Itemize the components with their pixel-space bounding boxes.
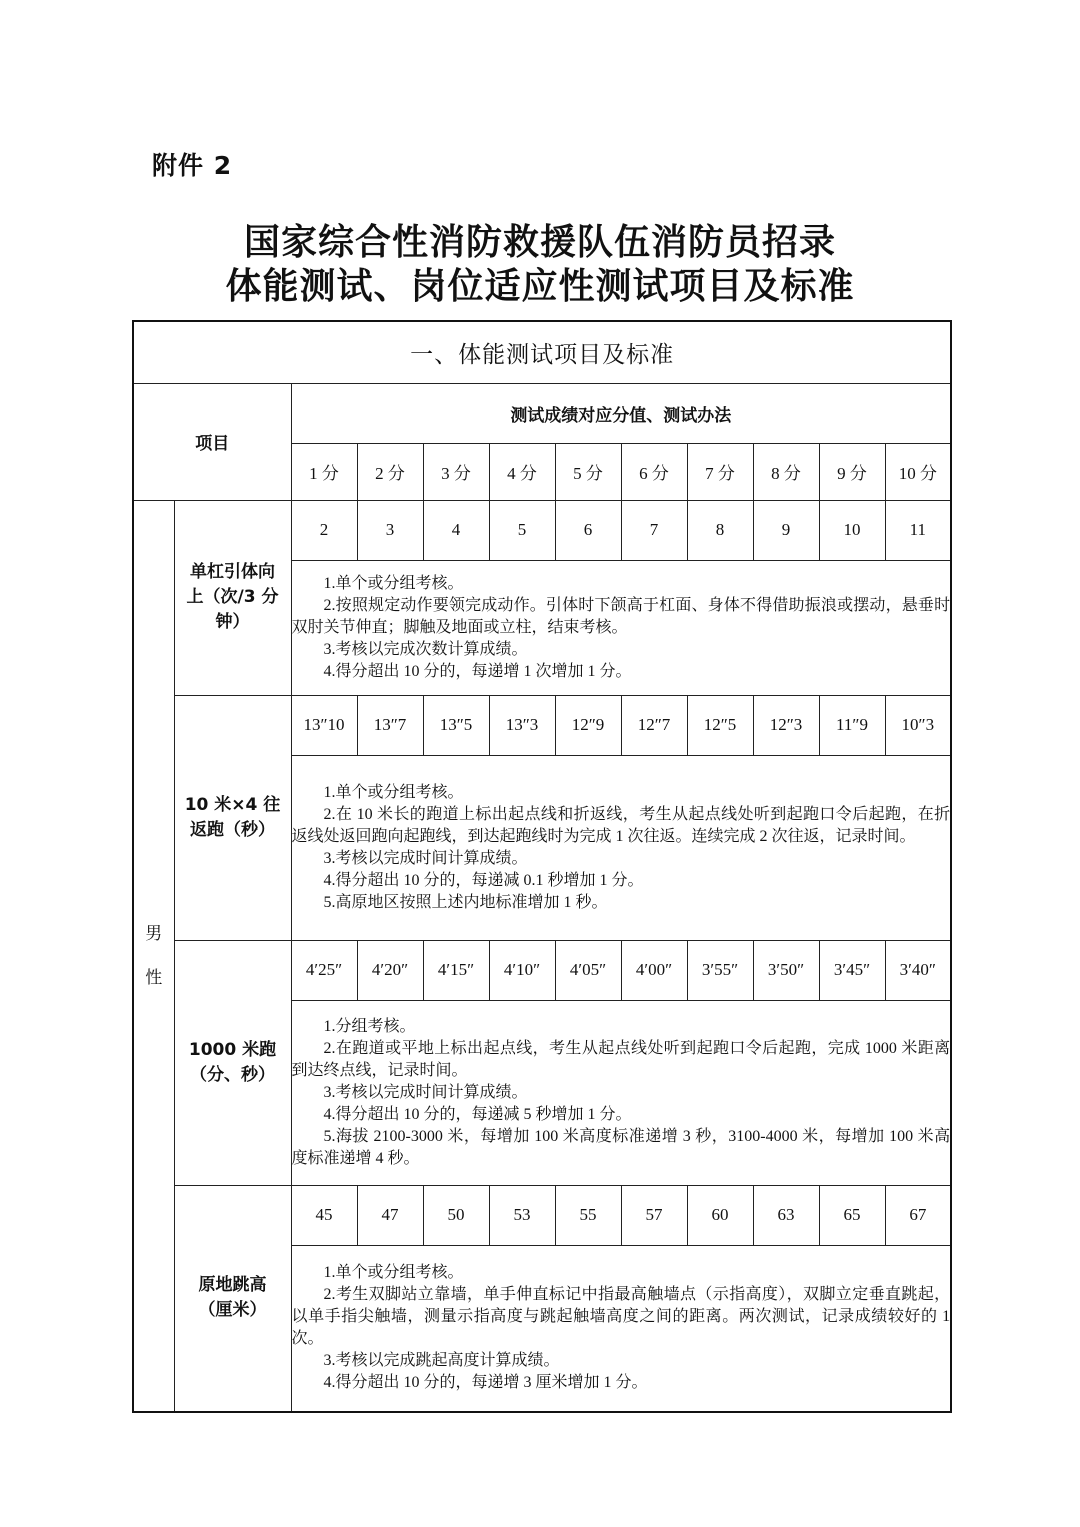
test-values-row — [133, 1185, 951, 1245]
score-value-cell: 2 — [291, 500, 357, 560]
score-value-cell: 13″7 — [357, 695, 423, 755]
score-value-cell: 67 — [885, 1185, 951, 1245]
method-step: 3.考核以完成次数计算成绩。 — [323, 640, 528, 658]
score-value-cell: 9 — [753, 500, 819, 560]
score-header-cell: 4 分 — [489, 443, 555, 500]
score-header-cell: 7 分 — [687, 443, 753, 500]
test-method-cell — [291, 755, 951, 940]
gender-label-line: 男 — [145, 923, 163, 944]
score-value-cell: 3′55″ — [687, 940, 753, 1000]
section-heading: 一、体能测试项目及标准 — [133, 321, 951, 383]
score-value-cell: 53 — [489, 1185, 555, 1245]
test-item-name-line: 10 米×4 往 — [184, 794, 281, 815]
method-step: 4.得分超出 10 分的，每递减 5 秒增加 1 分。 — [323, 1105, 632, 1123]
score-header-cell: 6 分 — [621, 443, 687, 500]
test-values-row — [133, 695, 951, 755]
score-value-cell: 7 — [621, 500, 687, 560]
score-value-cell: 60 — [687, 1185, 753, 1245]
score-value-cell: 3′45″ — [819, 940, 885, 1000]
score-header-cell: 1 分 — [291, 443, 357, 500]
score-header-cell: 8 分 — [753, 443, 819, 500]
score-header-cell: 10 分 — [885, 443, 951, 500]
gender-cell — [133, 500, 174, 1412]
gender-label-line: 性 — [145, 967, 163, 988]
test-item-name — [174, 695, 291, 940]
score-value-cell: 4 — [423, 500, 489, 560]
method-step: 2.在 10 米长的跑道上标出起点线和折返线，考生从起点线处听到起跑口令后起跑，在折返线处返回跑向起跑线，到达起跑线时为完成 1 次往返。连续完成 2 次往返，记录时间。 — [291, 805, 951, 845]
score-value-cell: 12″9 — [555, 695, 621, 755]
method-step: 5.海拔 2100-3000 米，每增加 100 米高度标准递增 3 秒，3100-4000 米，每增加 100 米高度标准递增 4 秒。 — [291, 1127, 951, 1167]
score-value-cell: 3′50″ — [753, 940, 819, 1000]
test-method-cell — [291, 1000, 951, 1185]
score-value-cell: 4′20″ — [357, 940, 423, 1000]
score-value-cell: 50 — [423, 1185, 489, 1245]
test-item-name-line: 返跑（秒） — [190, 819, 275, 840]
score-value-cell: 47 — [357, 1185, 423, 1245]
method-step: 1.单个或分组考核。 — [323, 574, 464, 592]
score-value-cell: 13″3 — [489, 695, 555, 755]
score-value-cell: 4′00″ — [621, 940, 687, 1000]
score-value-cell: 4′25″ — [291, 940, 357, 1000]
test-item-name-line: （厘米） — [198, 1300, 267, 1321]
score-header-cell: 2 分 — [357, 443, 423, 500]
score-value-cell: 13″5 — [423, 695, 489, 755]
method-step: 4.得分超出 10 分的，每递减 0.1 秒增加 1 分。 — [323, 871, 644, 889]
score-value-cell: 10 — [819, 500, 885, 560]
test-item-name-line: 钟） — [215, 612, 250, 632]
score-value-cell: 6 — [555, 500, 621, 560]
score-value-cell: 45 — [291, 1185, 357, 1245]
method-step: 2.考生双脚站立靠墙，单手伸直标记中指最高触墙点（示指高度），双脚立定垂直跳起，以单手指尖触墙，测量示指高度与跳起触墙高度之间的距离。两次测试，记录成绩较好的 1 次。 — [291, 1286, 951, 1348]
score-header-cell: 5 分 — [555, 443, 621, 500]
test-values-row — [133, 500, 951, 560]
score-value-cell: 12″3 — [753, 695, 819, 755]
score-value-cell: 8 — [687, 500, 753, 560]
score-value-cell: 63 — [753, 1185, 819, 1245]
scores-column-header: 测试成绩对应分值、测试办法 — [291, 383, 951, 443]
test-item-name — [174, 940, 291, 1185]
score-header-cell: 3 分 — [423, 443, 489, 500]
score-value-cell: 4′15″ — [423, 940, 489, 1000]
test-method-cell — [291, 1245, 951, 1412]
standards-table — [132, 320, 952, 1413]
document-title-line-1: 国家综合性消防救援队伍消防员招录 — [243, 222, 836, 263]
score-value-cell: 5 — [489, 500, 555, 560]
method-step: 3.考核以完成时间计算成绩。 — [323, 1083, 528, 1101]
method-step: 5.高原地区按照上述内地标准增加 1 秒。 — [323, 893, 608, 911]
method-step: 4.得分超出 10 分的，每递增 3 厘米增加 1 分。 — [323, 1374, 648, 1392]
score-value-cell: 13″10 — [291, 695, 357, 755]
test-item-name-line: 原地跳高 — [198, 1275, 267, 1296]
method-step: 3.考核以完成跳起高度计算成绩。 — [323, 1352, 560, 1370]
method-step: 3.考核以完成时间计算成绩。 — [323, 849, 528, 867]
score-value-cell: 65 — [819, 1185, 885, 1245]
score-value-cell: 12″5 — [687, 695, 753, 755]
item-column-header: 项目 — [133, 383, 291, 500]
score-value-cell: 4′05″ — [555, 940, 621, 1000]
test-item-name-line: 1000 米跑 — [188, 1039, 277, 1060]
method-step: 1.单个或分组考核。 — [323, 1264, 464, 1282]
method-step: 2.在跑道或平地上标出起点线，考生从起点线处听到起跑口令后起跑，完成 1000 米距离到达终点线，记录时间。 — [291, 1039, 951, 1079]
test-rows — [133, 500, 951, 1412]
method-step: 1.单个或分组考核。 — [323, 783, 464, 801]
test-item-name — [174, 500, 291, 695]
score-value-cell: 10″3 — [885, 695, 951, 755]
test-values-row — [133, 940, 951, 1000]
test-item-name-line: 单杠引体向 — [190, 562, 275, 582]
test-item-name-line: （分、秒） — [190, 1064, 275, 1085]
method-step: 2.按照规定动作要领完成动作。引体时下颌高于杠面、身体不得借助振浪或摆动，悬垂时双肘关节伸直；脚触及地面或立柱，结束考核。 — [291, 596, 951, 636]
score-value-cell: 55 — [555, 1185, 621, 1245]
test-method-cell — [291, 560, 951, 695]
attachment-label: 附件 2 — [152, 151, 233, 180]
score-value-cell: 4′10″ — [489, 940, 555, 1000]
method-step: 4.得分超出 10 分的，每递增 1 次增加 1 分。 — [323, 662, 632, 680]
score-value-cell: 57 — [621, 1185, 687, 1245]
test-item-name — [174, 1185, 291, 1412]
score-value-cell: 12″7 — [621, 695, 687, 755]
score-value-cell: 11 — [885, 500, 951, 560]
score-value-cell: 3′40″ — [885, 940, 951, 1000]
score-value-cell: 3 — [357, 500, 423, 560]
document-title-line-2: 体能测试、岗位适应性测试项目及标准 — [225, 266, 855, 307]
method-step: 1.分组考核。 — [323, 1017, 416, 1035]
score-value-cell: 11″9 — [819, 695, 885, 755]
test-item-name-line: 上（次/3 分 — [186, 587, 279, 607]
score-header-cell: 9 分 — [819, 443, 885, 500]
